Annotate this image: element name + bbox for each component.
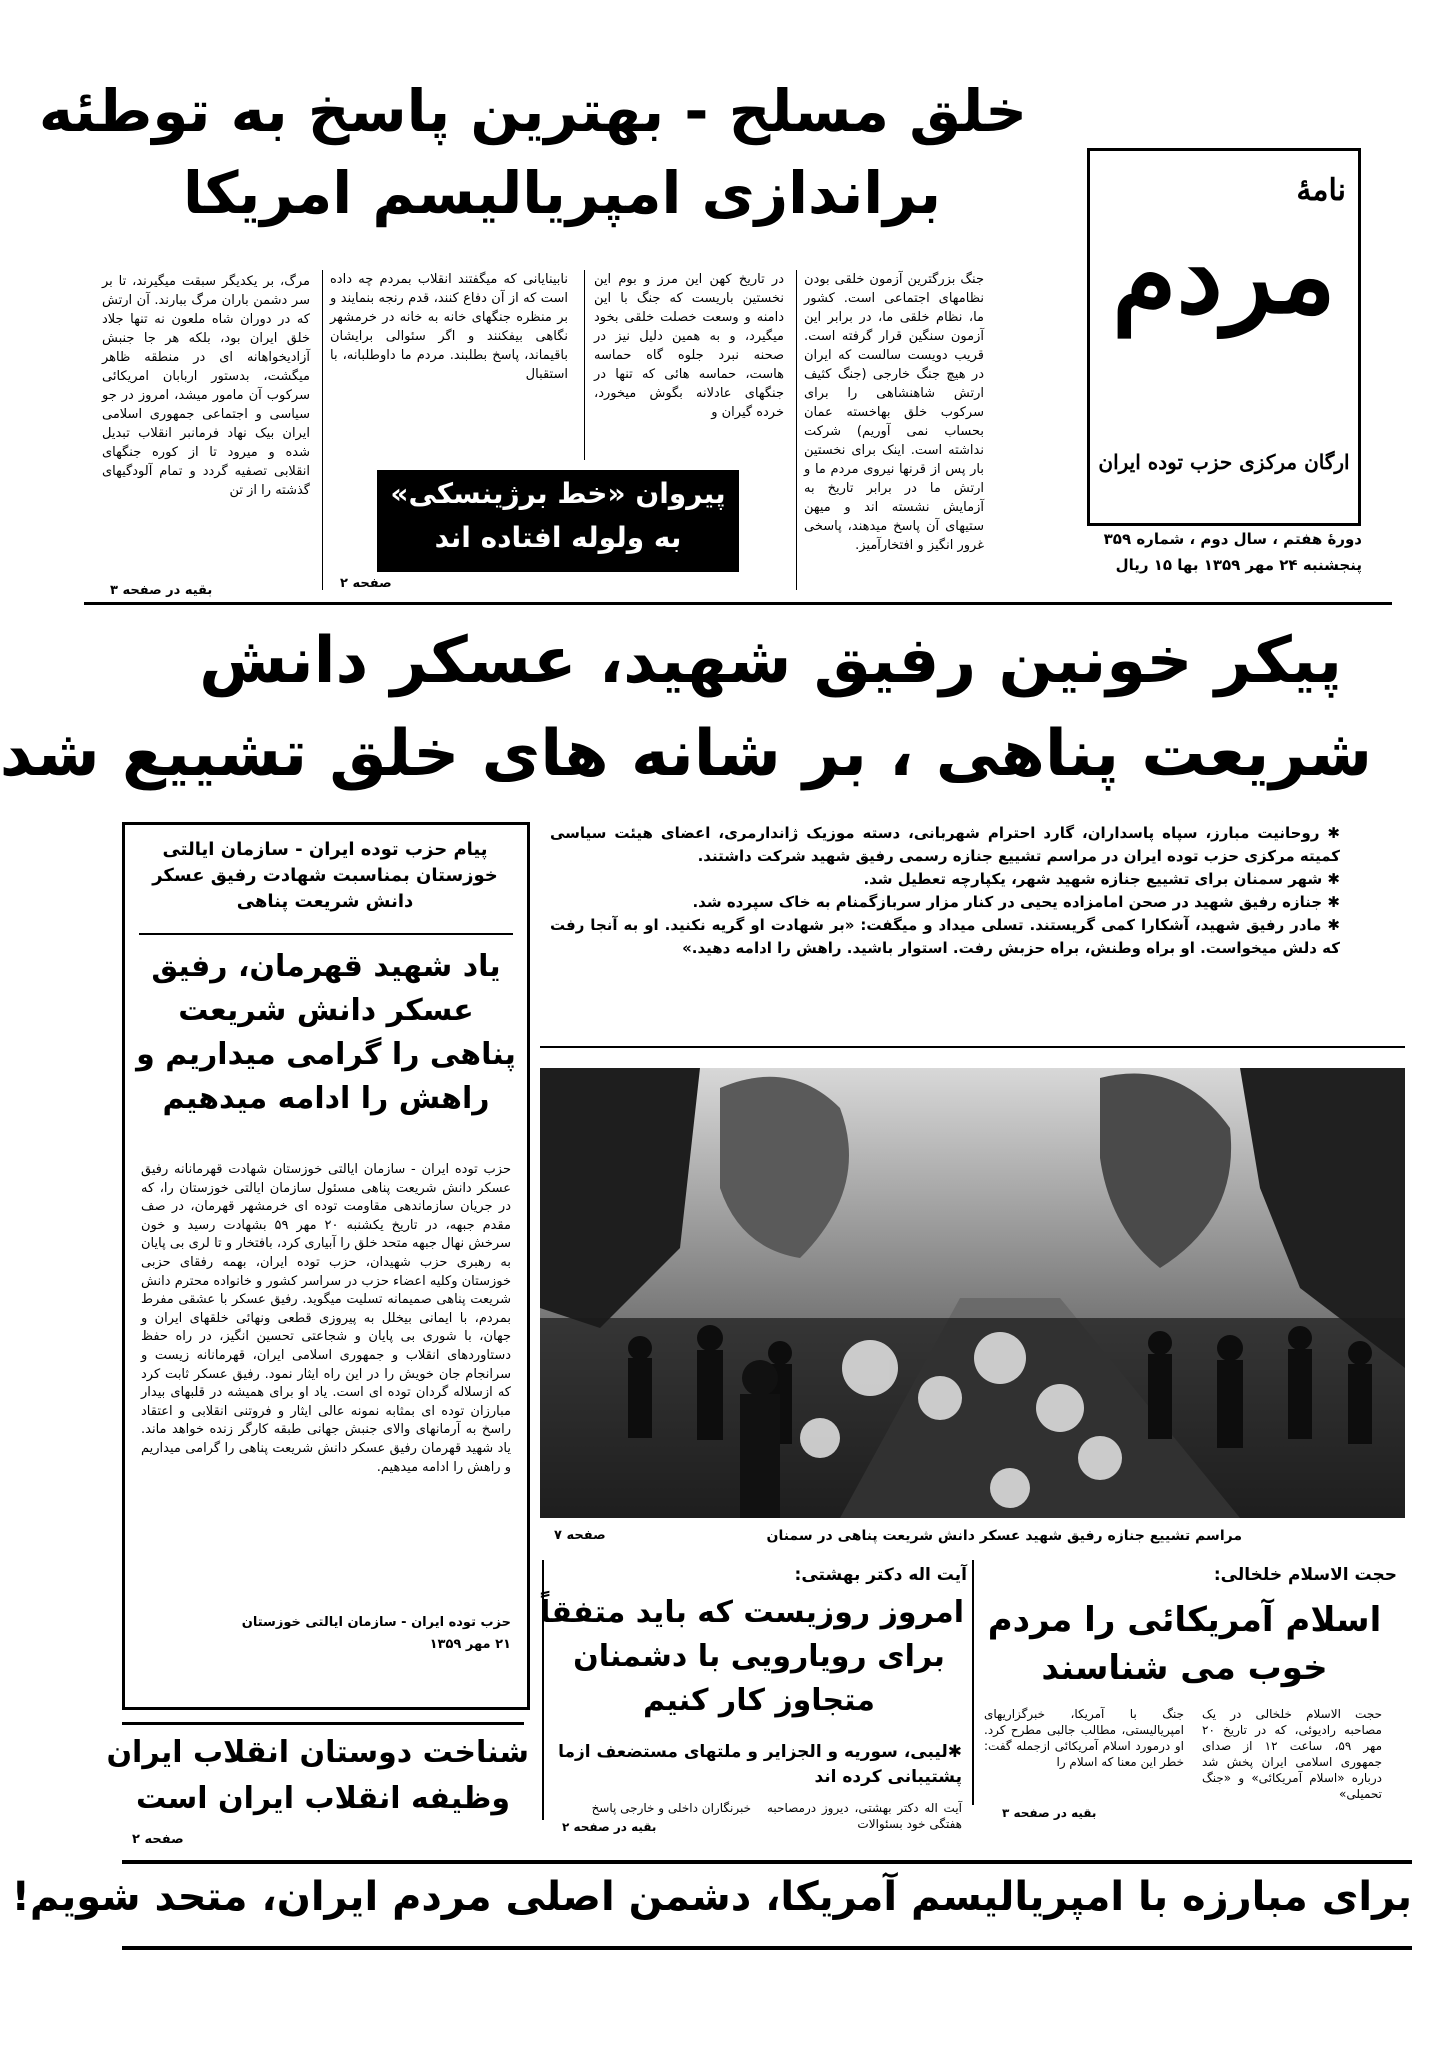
masthead-prefix: نامهٔ — [1296, 173, 1346, 208]
bullet-item: ✱ روحانیت مبارز، سپاه پاسداران، گارد احترام شهربانی، دسته موزیک ژاندارمری، اعضای هیئت سیاسی کمیته مرکزی حزب توده ایران در مراسم تشییع جنازه رسمی رفیق شهید شرکت داشتند. — [550, 824, 1340, 865]
beheshti-headline-line3: متجاوز کار کنیم — [643, 1683, 875, 1718]
message-headline: یاد شهید قهرمان، رفیق عسکر دانش شریعت پناهی را گرامی میداریم و راهش را ادامه میدهیم — [136, 949, 516, 1116]
islam-col-left: جنگ با آمریکا، خبرگزاریهای امپریالیستی، مطالب جالبی مطرح کرد. او درمورد اسلام آمریکائی ازجمله گفت: خطر این معنا که اسلام را — [984, 1707, 1184, 1769]
footer-slogan: برای مبارزه با امپریالیسم آمریکا، دشمن اصلی مردم ایران، متحد شویم! — [11, 1874, 1412, 1920]
top-column-1: جنگ بزرگترین آزمون خلقی بودن نظامهای اجتماعی است. کشور ما، نظام خلقی ما، در برابر این آزمون سنگین قرار گرفته است. قریب دویست سالست که ایران در هیچ جنگ خارجی (جنگ کثیف ارتش شاهنشاهی را برای سرکوب خلق بهاخسته عمان بحساب نمی آوریم) شرکت نداشته است. اینک برای نخستین بار پس از قرنها نیروی مردم ما و ارتش ما در برابر تاریخ به آزمایش نشسته اند و میهن ستیهای آن پاسخ میدهند، پاسخی غرور انگیز و افتخارآمیز. — [804, 272, 984, 553]
beheshti-col-left: خبرنگاران داخلی و خارجی پاسخ — [591, 1801, 751, 1815]
top-column-3: نابینایانی که میگفتند انقلاب بمردم چه داده است که از آن دفاع کنند، قدم رنجه بنمایند و بر منظره جنگهای خانه به خانه در خرمشهر نگاهی بیفکنند و اگر سئوالی برایشان باقیماند، پاسخ بطلبند. مردم ما داوطلبانه، با استقبال — [330, 272, 568, 382]
islam-ref: بقیه در صفحه ۳ — [1002, 1806, 1097, 1820]
asterisk-icon: ✱ — [1319, 824, 1340, 842]
bullet-item: ✱ شهر سمنان برای تشییع جنازه شهید شهر، یکپارچه تعطیل شد. — [863, 870, 1340, 888]
beheshti-col-right: آیت اله دکتر بهشتی، دیروز درمصاحبه هفتگی خود بسئوالات — [767, 1801, 962, 1831]
message-box — [122, 822, 530, 1710]
followers-box — [377, 470, 739, 572]
masthead-date-line: پنجشنبه ۲۴ مهر ۱۳۵۹ بها ۱۵ ریال — [1115, 556, 1362, 574]
bullet-list — [550, 822, 1340, 1042]
islam-headline: اسلام آمریکائی را مردم خوب می شناسند — [987, 1600, 1382, 1688]
main-headline-line1: پیکر خونین رفیق شهید، عسکر دانش — [199, 624, 1342, 698]
message-intro: پیام حزب توده ایران - سازمان ایالتی خوزستان بمناسبت شهادت رفیق عسکر دانش شریعت پناهی — [152, 839, 498, 912]
crowd-photo-illustration — [540, 1068, 1405, 1518]
friends-line1: شناخت دوستان انقلاب ایران — [106, 1735, 529, 1770]
footer-slogan-bar — [11, 1860, 1412, 1950]
islam-kicker: حجت الاسلام خلخالی: — [1213, 1565, 1397, 1585]
bullet-item: ✱ مادر رفیق شهید، آشکارا کمی گریستند. تسلی میداد و میگفت: «بر شهادت او گریه نکنید. او به آنجا رفت که دلش میخواست. او براه وطنش، براه حزبش رفت. استوار باشید. راهش را ادامه دهید.» — [550, 916, 1340, 957]
main-headline-line2: شریعت پناهی ، بر شانه های خلق تشییع شد — [0, 717, 1372, 791]
followers-line2: به ولوله افتاده اند — [434, 521, 682, 554]
funeral-photo — [540, 1068, 1405, 1518]
top-headline-line2: براندازی امپریالیسم امریکا — [182, 159, 942, 227]
beheshti-ref: بقیه در صفحه ۲ — [562, 1820, 657, 1834]
photo-page-ref: صفحه ۷ — [554, 1528, 606, 1543]
asterisk-icon: ✱ — [1322, 870, 1340, 888]
masthead — [1087, 148, 1361, 526]
asterisk-icon: ✱ — [1321, 916, 1340, 934]
followers-line1: پیروان «خط برژینسکی» — [390, 477, 726, 510]
photo-caption: مراسم تشییع جنازه رفیق شهید عسکر دانش شریعت پناهی در سمنان — [766, 1528, 1242, 1544]
islam-col-right: حجت الاسلام خلخالی در یک مصاحبه رادیوئی، که در تاریخ ۲۰ مهر ۵۹، ساعت ۱۲ از صدای جمهوری اسلامی ایران پخش شد درباره «اسلام آمریکائی» و «جنگ تحمیلی» — [1202, 1707, 1382, 1801]
beheshti-sub: ✱لیبی، سوریه و الجزایر و ملتهای مستضعف ازما پشتیبانی کرده اند — [558, 1742, 962, 1787]
top-column-2: در تاریخ کهن این مرز و بوم این نخستین باریست که جنگ با این دامنه و وسعت خصلت خلقی بخود میگیرد، و به همین دلیل نیز در صحنه نبرد جلوه گاه حماسه هاست، حماسه هائی که تنها در جنگهای عادلانه بگوش میخورد، خرده گیران و — [594, 272, 784, 420]
beheshti-kicker: آیت اله دکتر بهشتی: — [794, 1565, 967, 1585]
message-body: حزب توده ایران - سازمان ایالتی خوزستان شهادت قهرمانانه رفیق عسکر دانش شریعت پناهی مسئول سازمان ایالتی خوزستان را، که در جریان سازماندهی مقاومت توده ای خرمشهر قهرمان، در صف مقدم جبهه، در تاریخ یکشنبه ۲۰ مهر ۵۹ بشهادت رسید و خون سرخش نهال جبهه متحد خلق را آبیاری کرد، بافتخار و تا لری بی پایان به رهبری حزب شهیدان، حزب توده ایران، بهمه رفقای حزبی خوزستان وکلیه اعضاء حزب در سراسر کشور و خانواده محترم دانش شریعت پناهی صمیمانه تسلیت میگوید. رفیق عسکر با عشقی مفرط بمردم، با ایمانی بیخلل به پیروزی قطعی ونهائی خلقهای ایران و جهان، با شوری بی پایان و شجاعتی تحسین انگیز، در راه حفظ دستاوردهای انقلاب و جمهوری اسلامی ایران، قهرمانانه زیست و سرانجام جان خویش را در این راه ایثار نمود. رفیق عسکر ثابت کرد که ازسلاله گردان توده ای است. یاد او برای همیشه در قلبهای بیدار مبارزان توده ای بمثابه نمونه عالی ایثار و فروتنی انقلابی و اعتقاد راسخ به آرمانهای والای جنبش جهانی طبقه کارگر زنده خواهد ماند. یاد شهید قهرمان رفیق عسکر دانش شریعت پناهی را گرامی میداریم و راهش را ادامه میدهیم. — [140, 1162, 511, 1475]
top-headline-line1: خلق مسلح - بهترین پاسخ به توطئه — [38, 77, 1027, 145]
beheshti-headline-line1: امروز روزیست که باید متفقاً — [540, 1595, 964, 1630]
top-column-4: مرگ، بر یکدیگر سبقت میگیرند، تا بر سر دشمن باران مرگ ببارند. آن ارتش که در دوران شاه ملعون نه تنها جلاد خلق ایران بود، بلکه هر جا جنبش آزادیخواهانه ای در منطقه ظاهر میگشت، بدستور اربابان امریکائی سرکوب آن مامور میشد، امروز در جو سیاسی و اجتماعی جمهوری اسلامی ایران بیک نهاد فرمانبر انقلاب تبدیل شده و میرود تا از کوره جنگهای انقلابی تصفیه گردد و تمام آلودگیهای گذشته را از تن — [102, 274, 310, 498]
masthead-issue-line: دورهٔ هفتم ، سال دوم ، شماره ۳۵۹ — [1103, 530, 1362, 548]
friends-line2: وظیفه انقلاب ایران است — [136, 1781, 510, 1816]
masthead-name: مردم — [1112, 214, 1336, 337]
message-signature: حزب توده ایران - سازمان ایالتی خوزستان — [241, 1615, 511, 1630]
asterisk-icon: ✱ — [947, 1742, 962, 1762]
masthead-subtitle: ارگان مرکزی حزب توده ایران — [1098, 450, 1350, 474]
bullet-item: ✱ جنازه رفیق شهید در صحن امامزاده یحیی در کنار مزار سربازگمنام به خاک سپرده شد. — [692, 893, 1340, 911]
message-date: ۲۱ مهر ۱۳۵۹ — [429, 1637, 511, 1652]
asterisk-icon: ✱ — [1322, 893, 1340, 911]
top-column-4-ref: بقیه در صفحه ۳ — [110, 583, 213, 598]
beheshti-headline-line2: برای رویارویی با دشمنان — [573, 1639, 945, 1674]
friends-ref: صفحه ۲ — [132, 1832, 184, 1847]
top-column-1-ref: صفحه ۲ — [340, 576, 392, 591]
